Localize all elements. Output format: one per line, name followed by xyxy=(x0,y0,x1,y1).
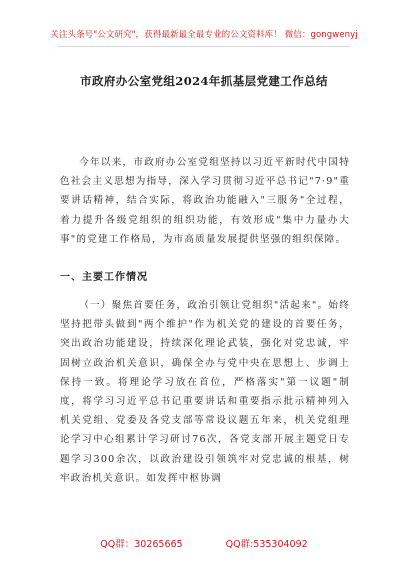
section-heading: 一、主要工作情况 xyxy=(60,272,148,283)
qq-group-1: QQ群：30265665 xyxy=(100,539,183,550)
header-divider xyxy=(58,46,350,47)
document-title: 市政府办公室党组2024年抓基层党建工作总结 xyxy=(80,74,328,88)
section-paragraph: （一）聚焦首要任务，政治引领让党组织"活起来"。始终坚持把带头做到"两个维护"作为机关党的建设的首要任务，突出政治功能建设，持续深化理论武装，强化对党忠诚，牢固树立政治机关意识，确保全办与党中央在思想上、步调上保持一致。将理论学习放在首位，严格落实"第一议题"制度，将学习习近平总书记重要讲话和重要指示批示精神列入机关党组、党委及各党支部等常设议题五年来，机关党组理论学习中心组累计学习研讨76次，各党支部开展主题党日专题学习300余次，以政治建设引领筑牢对党忠诚的根基，树牢政治机关意识。如发挥中枢协调 xyxy=(60,300,350,484)
intro-paragraph: 今年以来，市政府办公室党组坚持以习近平新时代中国特色社会主义思想为指导，深入学习贯彻习近平总书记"7·9"重要讲话精神，结合实际，将政治功能融入"三服务"全过程，着力提升各级党组织的组织功能，有效形成"集中力量办大事"的党建工作格局，为市高质量发展提供坚强的组织保障。 xyxy=(60,157,350,245)
qq-group-2: QQ群:535304092 xyxy=(225,539,308,550)
footer-contact xyxy=(0,536,408,550)
top-banner: 关注头条号"公文研究"，获得最新最全最专业的公文资料库！ 微信：gongwenyj xyxy=(50,30,358,40)
